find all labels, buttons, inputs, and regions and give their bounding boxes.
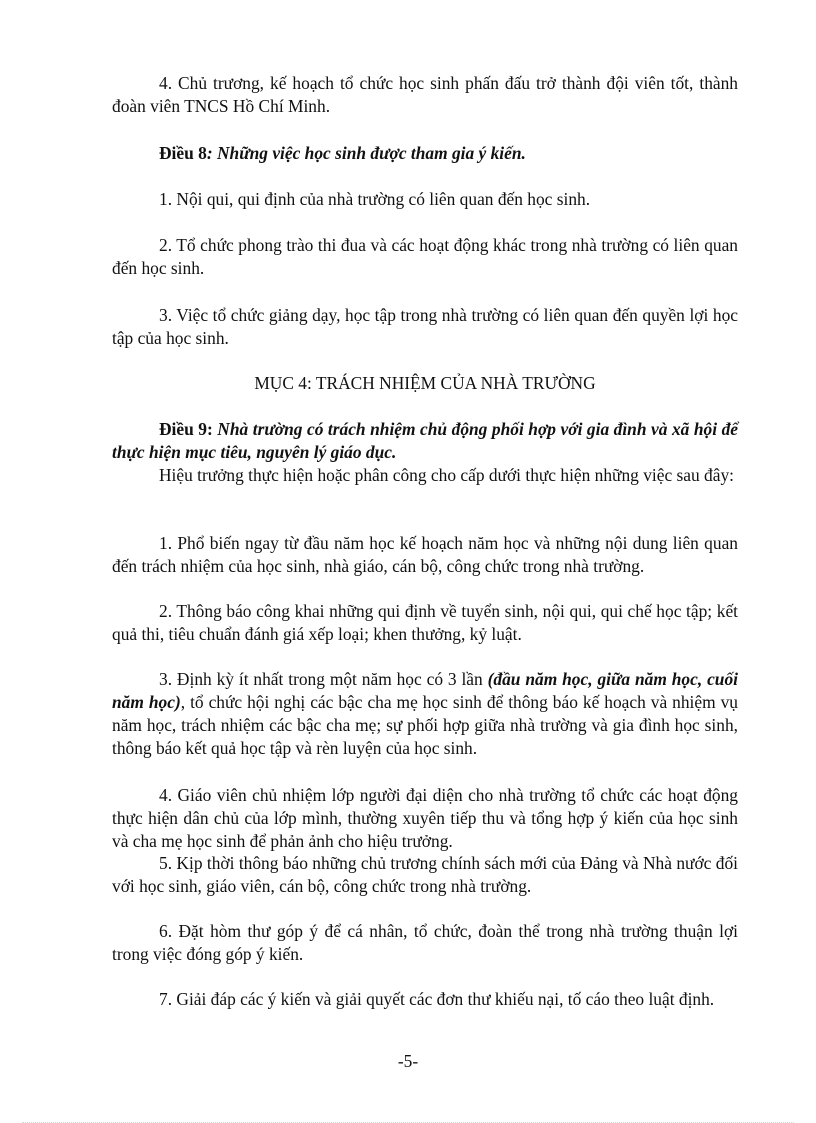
- article-8-item-2: 2. Tổ chức phong trào thi đua và các hoạt động khác trong nhà trường có liên quan đến học sinh.: [112, 235, 738, 278]
- article-9-item-3-emphasis: (đầu năm học, giữa năm học, cuối năm học): [112, 669, 738, 712]
- section-4-heading: MỤC 4: TRÁCH NHIỆM CỦA NHÀ TRƯỜNG: [254, 373, 596, 393]
- article-9-title: Nhà trường có trách nhiệm chủ động phối hợp với gia đình và xã hội để thực hiện mục tiêu, nguyên lý giáo dục.: [112, 419, 738, 462]
- article-9-item-6: 6. Đặt hòm thư góp ý để cá nhân, tổ chức, đoàn thể trong nhà trường thuận lợi trong việc đóng góp ý kiến.: [112, 921, 738, 964]
- article-9-item-3-text-c: , tổ chức hội nghị các bậc cha mẹ học sinh để thông báo kế hoạch và nhiệm vụ năm học, trách nhiệm các bậc cha mẹ; sự phối hợp giữa nhà trường và gia đình học sinh, thông báo kết quả học tập và rèn luyện của học sinh.: [112, 692, 738, 758]
- article-9-label: Điều 9:: [159, 419, 213, 439]
- article-9-heading: [112, 418, 738, 464]
- article-9-item-4: 4. Giáo viên chủ nhiệm lớp người đại diện cho nhà trường tổ chức các hoạt động thực hiện dân chủ của lớp mình, thường xuyên tiếp thu và tổng hợp ý kiến của học sinh và cha mẹ học sinh để phản ảnh cho hiệu trưởng.: [112, 785, 738, 851]
- article-8-item-3: 3. Việc tổ chức giảng dạy, học tập trong nhà trường có liên quan đến quyền lợi học tập của học sinh.: [112, 305, 738, 348]
- article-9-item-3-text-a: 3. Định kỳ ít nhất trong một năm học có 3 lần: [159, 669, 488, 689]
- article-9-item-2: 2. Thông báo công khai những qui định về tuyển sinh, nội qui, qui chế học tập; kết quả thi, tiêu chuẩn đánh giá xếp loại; khen thưởng, kỷ luật.: [112, 601, 738, 644]
- article-9-item-1: 1. Phổ biến ngay từ đầu năm học kế hoạch năm học và những nội dung liên quan đến trách nhiệm của học sinh, nhà giáo, cán bộ, công chức trong nhà trường.: [112, 533, 738, 576]
- article-9-item-5: 5. Kịp thời thông báo những chủ trương chính sách mới của Đảng và Nhà nước đối với học sinh, giáo viên, cán bộ, công chức trong nhà trường.: [112, 853, 738, 896]
- article-9-item-7: 7. Giải đáp các ý kiến và giải quyết các đơn thư khiếu nại, tố cáo theo luật định.: [159, 989, 715, 1009]
- article-8-title: : Những việc học sinh được tham gia ý kiến.: [206, 143, 526, 163]
- article-8-item-1: 1. Nội qui, qui định của nhà trường có liên quan đến học sinh.: [159, 189, 591, 209]
- article-9-item-3: [112, 668, 738, 760]
- paragraph-item-4: 4. Chủ trương, kế hoạch tổ chức học sinh phấn đấu trở thành đội viên tốt, thành đoàn viên TNCS Hồ Chí Minh.: [112, 73, 738, 116]
- article-8-heading: [112, 142, 738, 165]
- article-9-intro: Hiệu trưởng thực hiện hoặc phân công cho cấp dưới thực hiện những việc sau đây:: [159, 465, 735, 485]
- page-number: -5-: [397, 1051, 419, 1071]
- article-8-label: Điều 8: [159, 143, 207, 163]
